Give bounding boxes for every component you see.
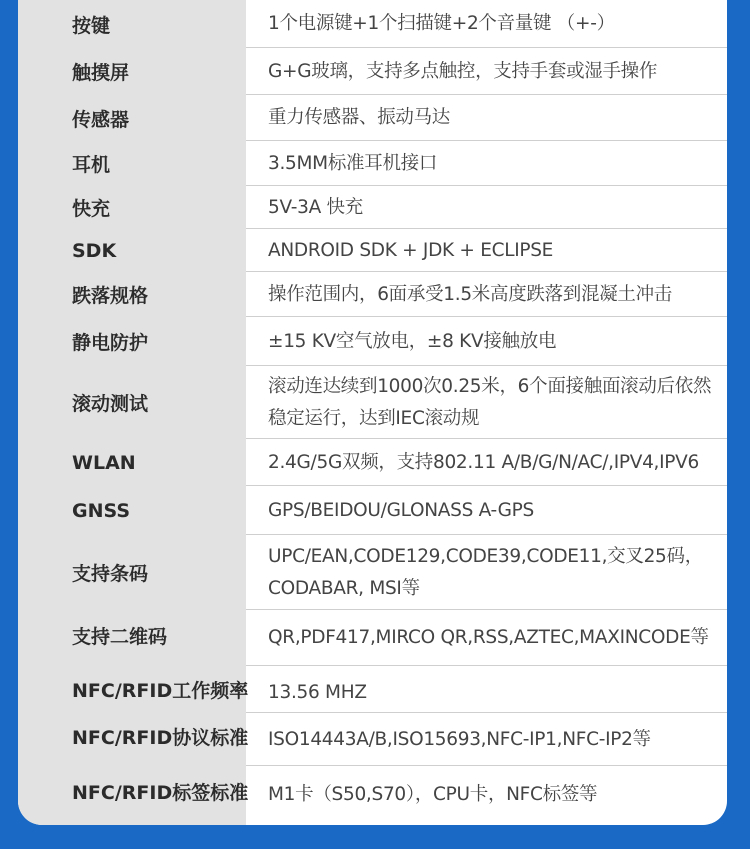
spec-row-fastcharge [18, 186, 727, 229]
spec-label: 支持二维码 [72, 626, 168, 648]
spec-value: 操作范围内，6面承受1.5米高度跌落到混凝土冲击 [268, 283, 672, 305]
spec-label: 跌落规格 [72, 285, 149, 307]
spec-label: 快充 [72, 198, 111, 220]
spec-row-gnss [18, 486, 727, 535]
spec-value: 5V-3A 快充 [268, 196, 363, 218]
spec-label: 耳机 [72, 154, 111, 176]
spec-row-esd [18, 317, 727, 366]
spec-label: WLAN [72, 451, 136, 474]
spec-value: M1卡（S50,S70），CPU卡，NFC标签等 [268, 784, 598, 805]
spec-row-sdk [18, 229, 727, 272]
spec-row-nfc-frequency [18, 666, 727, 713]
spec-table [18, 0, 727, 824]
spec-row-barcode [18, 535, 727, 610]
spec-value: 重力传感器、振动马达 [268, 107, 451, 128]
spec-value: G+G玻璃，支持多点触控，支持手套或湿手操作 [268, 60, 658, 82]
spec-value: GPS/BEIDOU/GLONASS A-GPS [268, 499, 534, 521]
spec-label: 静电防护 [72, 332, 149, 354]
spec-label: 按键 [72, 14, 111, 37]
spec-value: ISO14443A/B,ISO15693,NFC-IP1,NFC-IP2等 [268, 728, 651, 750]
spec-label: NFC/RFID协议标准 [72, 727, 249, 749]
spec-value: 滚动连达续到1000次0.25米，6个面接触面滚动后依然稳定运行，达到IEC滚动规 [268, 375, 712, 429]
spec-label: SDK [72, 239, 117, 262]
spec-row-sensor [18, 95, 727, 141]
spec-value: 2.4G/5G双频，支持802.11 A/B/G/N/AC/,IPV4,IPV6 [268, 451, 699, 473]
spec-value: QR,PDF417,MIRCO QR,RSS,AZTEC,MAXINCODE等 [268, 627, 709, 648]
spec-value: UPC/EAN,CODE129,CODE39,CODE11,交叉25码，CODABAR, MSI等 [268, 545, 703, 599]
spec-row-buttons [18, 0, 727, 48]
spec-row-wlan [18, 439, 727, 486]
spec-row-nfc-tags [18, 766, 727, 824]
spec-value: ±15 KV空气放电，±8 KV接触放电 [268, 330, 557, 352]
spec-value: ANDROID SDK + JDK + ECLIPSE [268, 239, 554, 261]
spec-card [18, 0, 727, 825]
spec-row-qrcode [18, 610, 727, 666]
spec-value: 13.56 MHZ [268, 681, 367, 703]
spec-label: 支持条码 [72, 563, 149, 585]
spec-label: 传感器 [72, 108, 130, 131]
spec-label: NFC/RFID工作频率 [72, 680, 249, 702]
spec-label: GNSS [72, 499, 131, 522]
spec-row-nfc-protocol [18, 713, 727, 766]
spec-row-drop [18, 272, 727, 317]
spec-value: 1个电源键+1个扫描键+2个音量键 （+-） [268, 13, 615, 34]
spec-row-tumble [18, 366, 727, 439]
spec-label: NFC/RFID标签标准 [72, 782, 249, 804]
spec-label: 滚动测试 [72, 393, 149, 415]
spec-row-touchscreen [18, 48, 727, 95]
spec-row-earphone [18, 141, 727, 186]
spec-label: 触摸屏 [72, 62, 130, 84]
spec-value: 3.5MM标准耳机接口 [268, 152, 438, 174]
